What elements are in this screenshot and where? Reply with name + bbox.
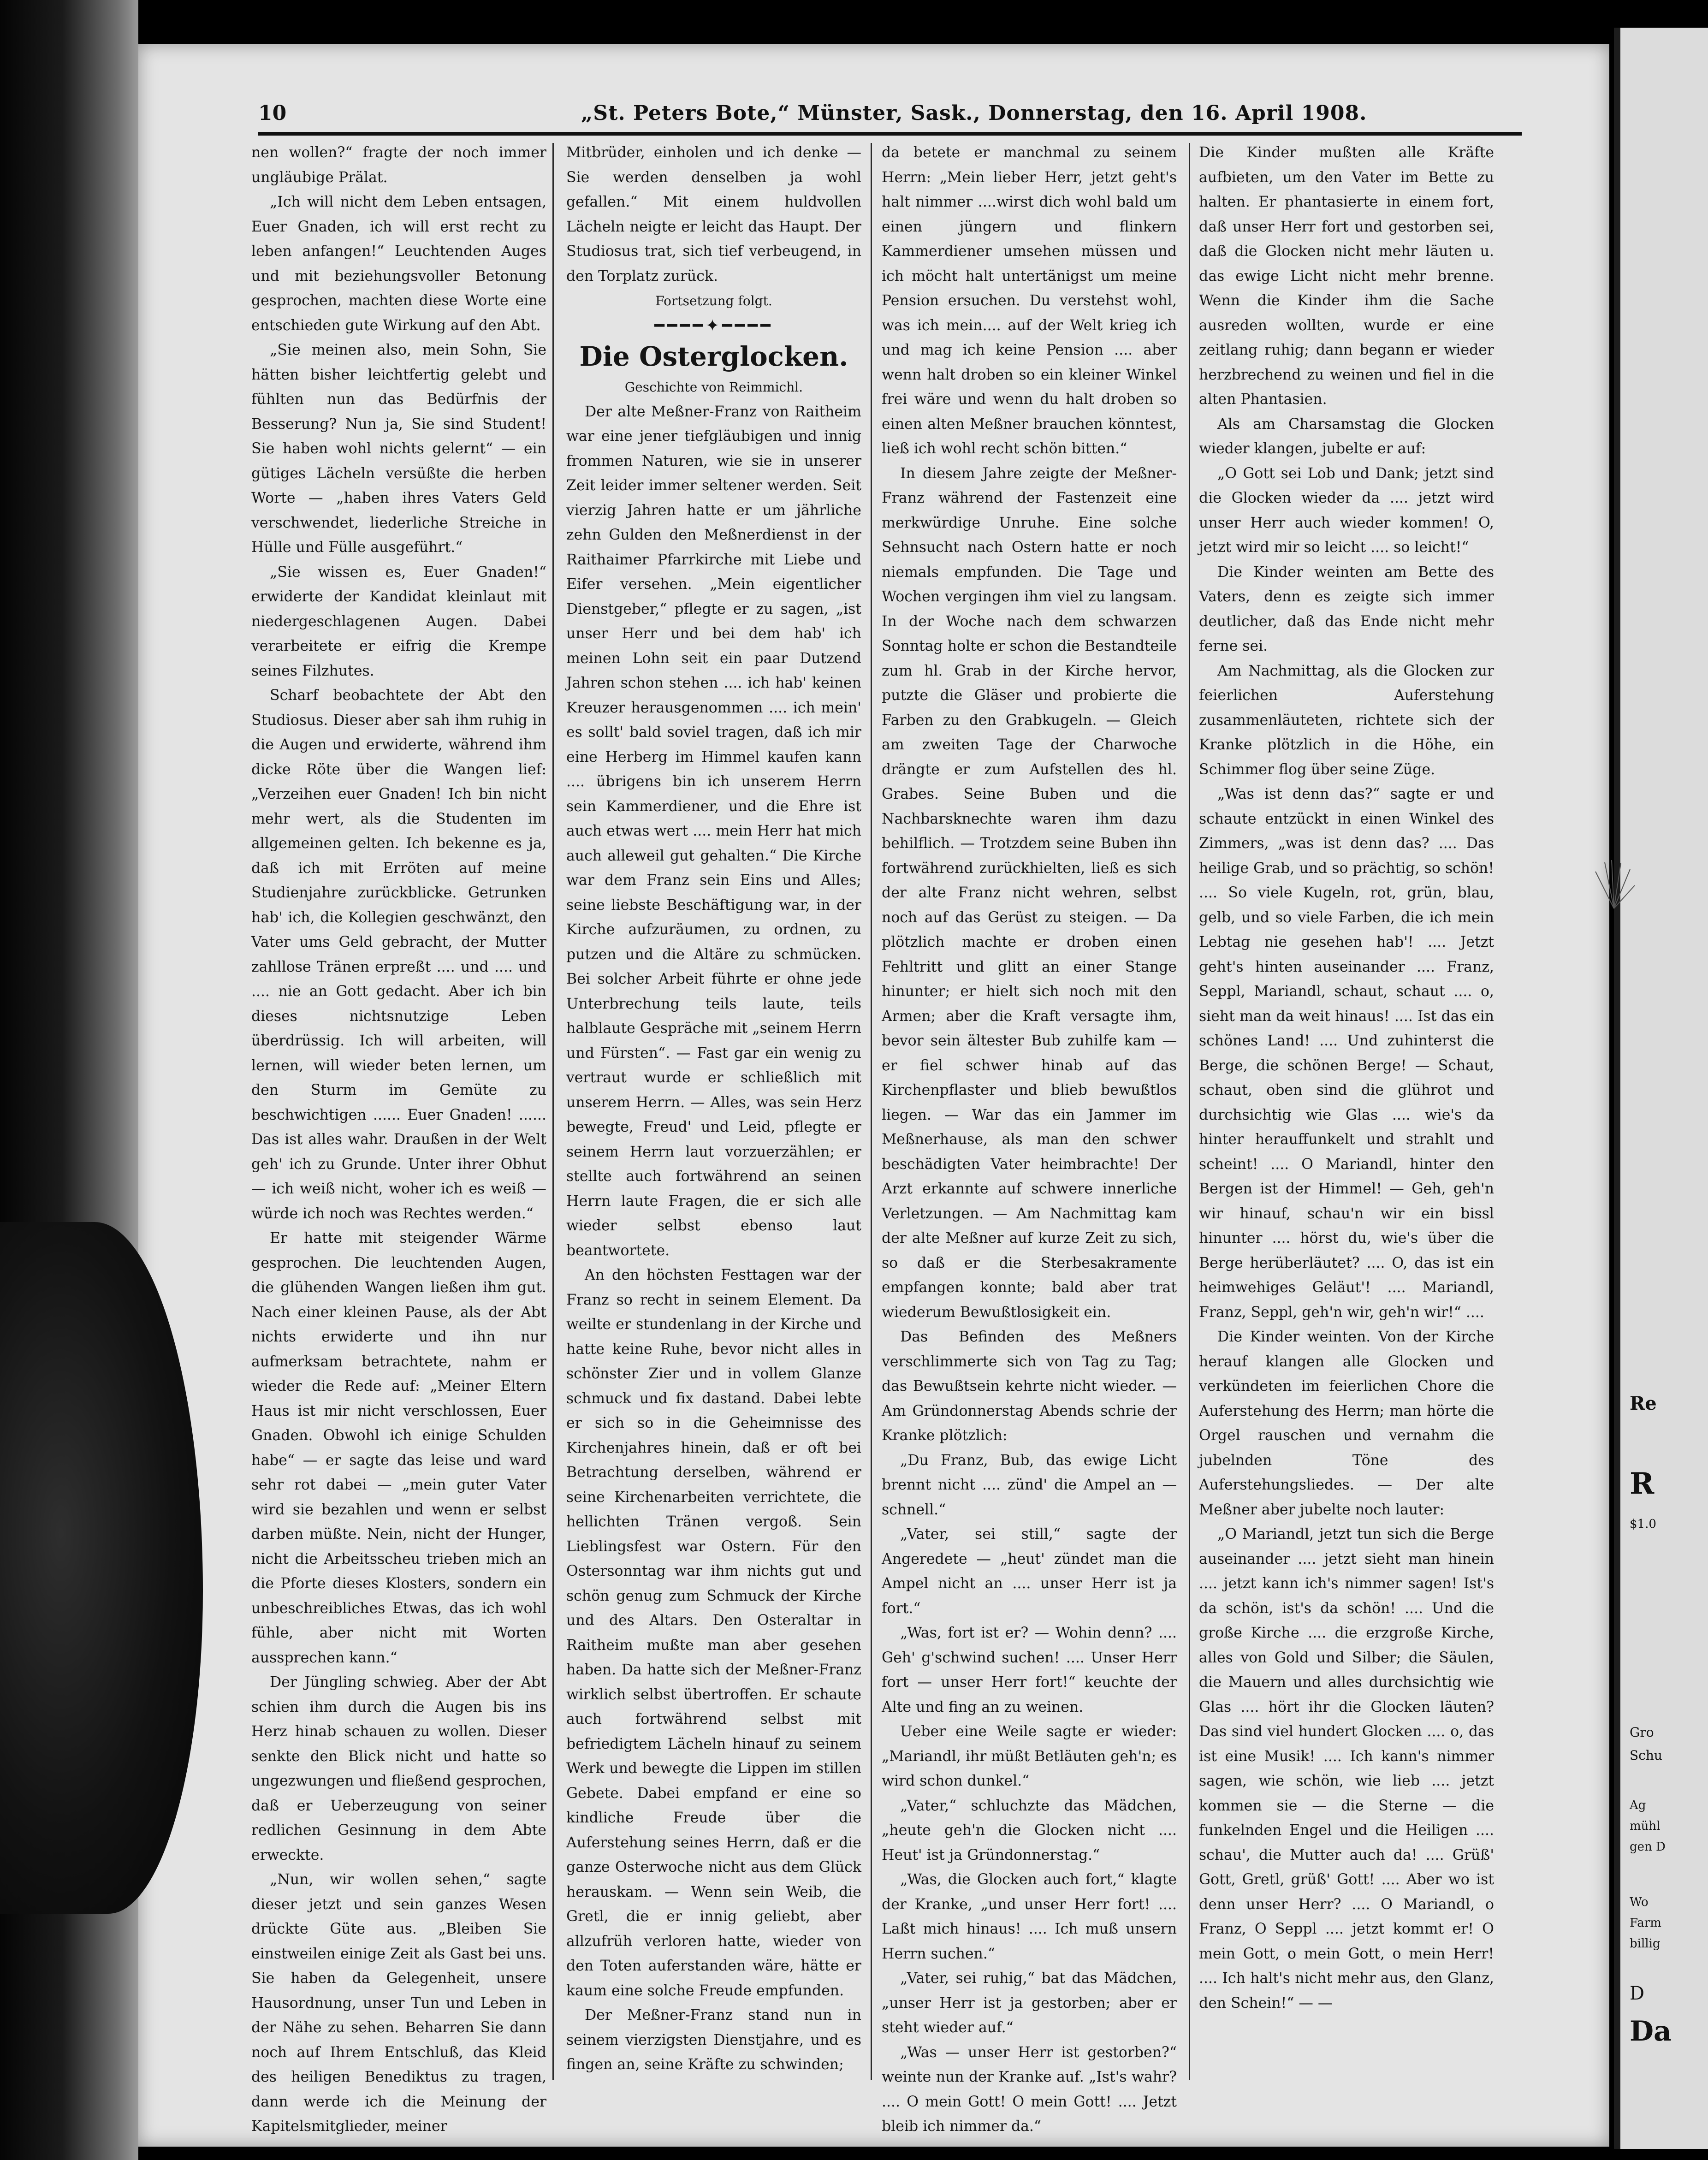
paragraph: Das Befinden des Meßners verschlimmerte sich von Tag zu Tag; das Bewußtsein kehrte nicht wieder. — Am Gründonnerstag Abends schrie der Kranke plötzlich: (882, 1329, 1177, 1444)
story-byline: Geschichte von Reimmichl. (624, 380, 803, 395)
paragraph: „Du Franz, Bub, das ewige Licht brennt nicht .... zünd' die Ampel an — schnell.“ (882, 1452, 1177, 1518)
adjacent-page-text: gen D (1630, 1840, 1666, 1854)
adjacent-page-text: $1.0 (1630, 1517, 1656, 1531)
header-rule (258, 132, 1522, 136)
text-column-4 (1199, 141, 1494, 2110)
adjacent-page-text: Re (1630, 1393, 1657, 1414)
adjacent-page-text: Wo (1630, 1895, 1649, 1909)
column-divider (1189, 143, 1190, 2080)
paragraph: An den höchsten Festtagen war der Franz so recht in seinem Element. Da weilte er stundenlang in der Kirche und hatte keine Ruhe, bevor nicht alles in schönster Zier und in vollem Glanze schmuck und fix dastand. Dabei lebte er sich so in die Geheimnisse des Kirchenjahres hinein, daß er oft bei Betrachtung derselben, während er seine Kirchenarbeiten verrichtete, die hellichten Tränen vergoß. Sein Lieblingsfest war Ostern. Für den Ostersonntag war ihm nichts gut und schön genug zum Schmuck der Kirche und des Altars. Den Osteraltar in Raitheim mußte man aber gesehen haben. Da hatte sich der Meßner-Franz wirklich selbst übertroffen. Er schaute auch fortwährend selbst mit befriedigtem Lächeln hinauf zu seinem Werk und bewegte die Lippen im stillen Gebete. Dabei empfand er eine so kindliche Freude über die Auferstehung seines Herrn, daß er die ganze Osterwoche nicht aus dem Glück herauskam. — Wenn sein Weib, die Gretl, die er innig geliebt, aber allzufrüh verloren hatte, wieder von den Toten auferstanden wäre, hätte er kaum eine solche Freude empfunden. (566, 1267, 861, 1999)
paragraph: „O Mariandl, jetzt tun sich die Berge auseinander .... jetzt sieht man hinein .... jetzt kann ich's nimmer sagen! Ist's da schön, ist's da schön! .... Und die große Kirche .... die erzgroße Kirche, alles von Gold und Silber; die Säulen, die Mauern und alles durchsichtig wie Glas .... hört ihr die Glocken läuten? Das sind viel hundert Glocken .... o, das ist eine Musik! .... Ich kann's nimmer sagen, wie schön, wie lieb .... jetzt kommen sie — die Sterne — die funkelnden Engel und die Heiligen .... schau', die Mutter auch da! .... Grüß' Gott, Gretl, grüß' Gott! .... Aber wo ist denn unser Herr? .... O Mariandl, o Franz, O Seppl .... jetzt kommt er! O mein Gott, o mein Gott, o mein Herr! .... Ich halt's nicht mehr aus, den Glanz, den Schein!“ — — (1199, 1526, 1494, 2012)
paragraph: nen wollen?“ fragte der noch immer ungläubige Prälat. (251, 144, 546, 186)
paragraph: „Was — unser Herr ist gestorben?“ weinte nun der Kranke auf. „Ist's wahr? .... O mein Gott! O mein Gott! .... Jetzt bleib ich nimmer da.“ (882, 2044, 1177, 2135)
ornament-divider: ━━━━✦━━━━ (654, 316, 773, 335)
paragraph: Mitbrüder, einholen und ich denke — Sie werden denselben ja wohl gefallen.“ Mit einem huldvollen Lächeln neigte er leicht das Haupt. Der Studiosus trat, sich tief verbeugend, in den Torplatz zurück. (566, 144, 861, 285)
adjacent-page-text: D (1630, 1983, 1645, 2004)
paragraph: „Vater, sei still,“ sagte der Angeredete — „heut' zündet man die Ampel nicht an .... unser Herr ist ja fort.“ (882, 1526, 1177, 1617)
adjacent-page-text: Schu (1630, 1748, 1662, 1763)
paragraph: Der Jüngling schwieg. Aber der Abt schien ihm durch die Augen bis ins Herz hinab schauen zu wollen. Dieser senkte den Blick nicht und hatte so ungezwungen und fließend gesprochen, daß er Ueberzeugung von seiner redlichen Gesinnung in dem Abte erweckte. (251, 1674, 546, 1863)
paragraph: Der Meßner-Franz stand nun in seinem vierzigsten Dienstjahre, und es fingen an, seine Kräfte zu schwinden; (566, 2007, 861, 2073)
paragraph: „Sie meinen also, mein Sohn, Sie hätten bisher leichtfertig gelebt und fühlten nun das Bedürfnis der Besserung? Nun ja, Sie sind Student! Sie haben wohl nichts gelernt“ — ein gütiges Lächeln versüßte die herben Worte — „haben ihres Vaters Geld verschwendet, liederliche Streiche in Hülle und Fülle ausgeführt.“ (251, 342, 546, 556)
paragraph: „Sie wissen es, Euer Gnaden!“ erwiderte der Kandidat kleinlaut mit niedergeschlagenen Augen. Dabei verarbeitete er eifrig die Krempe seines Filzhutes. (251, 564, 546, 679)
paragraph: Als am Charsamstag die Glocken wieder klangen, jubelte er auf: (1199, 415, 1494, 457)
newspaper-title-line: „St. Peters Bote,“ Münster, Sask., Donnerstag, den 16. April 1908. (581, 101, 1367, 125)
paragraph: da betete er manchmal zu seinem Herrn: „Mein lieber Herr, jetzt geht's halt nimmer ....wirst dich wohl bald um einen jüngern und flinkern Kammerdiener umsehen müssen und ich möcht halt untertänigst um meine Pension ersuchen. Du verstehst wohl, was ich mein.... auf der Welt krieg ich und mag ich keine Pension .... aber wenn halt droben so ein kleiner Winkel frei wäre und wenn du halt droben so einen alten Meßner brauchen könntest, ließ ich wohl recht schön bitten.“ (882, 144, 1177, 457)
paragraph: „Was ist denn das?“ sagte er und schaute entzückt in einen Winkel des Zimmers, „was ist denn das? .... Das heilige Grab, und so prächtig, so schön! .... So viele Kugeln, rot, grün, blau, gelb, und so viele Farben, die ich mein Lebtag nie gesehen hab'! .... Jetzt geht's hinten auseinander .... Franz, Seppl, Mariandl, schaut, schaut .... o, sieht man da weit hinaus! .... Ist das ein schönes Land! .... Und zuhinterst die Berge, die schönen Berge! — Schaut, schaut, oben sind die glührot und durchsichtig wie Glas .... wie's da hinter herauffunkelt und strahlt und scheint! .... O Mariandl, hinter den Bergen ist der Himmel! — Geh, geh'n wir hinauf, schau'n wir ein bissl hinunter .... hörst du, wie's über die Berge herüberläutet? .... O, das ist ein heimwehiges Geläut'! .... Mariandl, Franz, Seppl, geh'n wir, geh'n wir!“ .... (1199, 786, 1494, 1321)
adjacent-page-text: Farm (1630, 1916, 1661, 1930)
paragraph: Scharf beobachtete der Abt den Studiosus. Dieser aber sah ihm ruhig in die Augen und erwiderte, während ihm dicke Röte über die Wangen lief: „Verzeihen euer Gnaden! Ich bin nicht mehr wert, als die Studenten im allgemeinen gelten. Ich bekenne es ja, daß ich mit Erröten auf meine Studienjahre zurückblicke. Getrunken hab' ich, die Kollegien geschwänzt, den Vater ums Geld gebracht, der Mutter zahllose Tränen erpreßt .... und .... und .... nie an Gott gedacht. Aber ich bin dieses nichtsnutzige Leben überdrüssig. Ich will arbeiten, will lernen, will wieder beten lernen, um den Sturm im Gemüte zu beschwichtigen ...... Euer Gnaden! ...... Das ist alles wahr. Draußen in der Welt geh' ich zu Grunde. Unter ihrer Obhut — ich weiß nicht, woher ich es weiß — würde ich noch was Rechtes werden.“ (251, 687, 546, 1222)
page-number: 10 (258, 101, 287, 125)
paragraph: Am Nachmittag, als die Glocken zur feierlichen Auferstehung zusammenläuteten, richtete sich der Kranke plötzlich in die Höhe, ein Schimmer flog über seine Züge. (1199, 662, 1494, 778)
text-column-2 (566, 141, 861, 2110)
scan-debris-mark (1586, 858, 1642, 913)
adjacent-page-text: R (1630, 1466, 1655, 1501)
paragraph: Die Kinder weinten am Bette des Vaters, denn es zeigte sich immer deutlicher, daß das Ende nicht mehr ferne sei. (1199, 564, 1494, 654)
paragraph: Die Kinder mußten alle Kräfte aufbieten, um den Vater im Bette zu halten. Er phantasierte in einem fort, daß unser Herr fort und gestorben sei, daß die Glocken nicht mehr läuten u. das ewige Licht nicht mehr brenne. Wenn die Kinder ihm die Sache ausreden wollten, wurde er eine zeitlang ruhig; dann begann er wieder herzbrechend zu weinen und fiel in die alten Phantasien. (1199, 144, 1494, 408)
continued-note: Fortsetzung folgt. (655, 293, 772, 309)
adjacent-page-text: Ag (1630, 1798, 1646, 1812)
adjacent-page-edge (1614, 28, 1708, 2149)
paragraph: Ueber eine Weile sagte er wieder: „Mariandl, ihr müßt Betläuten geh'n; es wird schon dunkel.“ (882, 1723, 1177, 1789)
paragraph: Der alte Meßner-Franz von Raitheim war eine jener tiefgläubigen und innig frommen Naturen, wie sie in unserer Zeit leider immer seltener werden. Seit vierzig Jahren hatte er um jährliche zehn Gulden den Meßnerdienst in der Raithaimer Pfarrkirche mit Liebe und Eifer versehen. „Mein eigentlicher Dienstgeber,“ pflegte er zu sagen, „ist unser Herr und bei dem hab' ich meinen Lohn seit ein paar Dutzend Jahren schon stehen .... ich hab' keinen Kreuzer herausgenommen .... ich mein' es sollt' bald soviel tragen, daß ich mir eine Herberg im Himmel kaufen kann .... übrigens bin ich unserem Herrn sein Kammerdiener, und die Ehre ist auch etwas wert .... mein Herr hat mich auch alleweil gut gehalten.“ Die Kirche war dem Franz sein Eins und Alles; seine liebste Beschäftigung war, in der Kirche aufzuräumen, zu ordnen, zu putzen und die Altäre zu schmücken. Bei solcher Arbeit führte er ohne jede Unterbrechung teils laute, teils halblaute Gespräche mit „seinem Herrn und Fürsten“. — Fast gar ein wenig zu vertraut wurde er schließlich mit unserem Herrn. — Alles, was sein Herz bewegte, Freud' und Leid, pflegte er seinem Herrn laut vorzuerzählen; er stellte auch fortwährend an seinen Herrn laute Fragen, die er sich alle wieder selbst ebenso laut beantwortete. (566, 403, 861, 1259)
text-column-3 (882, 141, 1177, 2135)
paragraph: „O Gott sei Lob und Dank; jetzt sind die Glocken wieder da .... jetzt wird unser Herr auch wieder kommen! O, jetzt wird mir so leicht .... so leicht!“ (1199, 465, 1494, 556)
paragraph: „Vater, sei ruhig,“ bat das Mädchen, „unser Herr ist ja gestorben; aber er steht wieder auf.“ (882, 1970, 1177, 2036)
adjacent-page-text: Gro (1630, 1725, 1654, 1740)
adjacent-page-text: Da (1630, 2015, 1672, 2047)
column-divider (552, 143, 554, 2080)
paragraph: Er hatte mit steigender Wärme gesprochen. Die leuchtenden Augen, die glühenden Wangen ließen ihm gut. Nach einer kleinen Pause, als der Abt nichts erwiderte und ihn nur aufmerksam betrachtete, nahm er wieder die Rede auf: „Meiner Eltern Haus ist mir nicht verschlossen, Euer Gnaden. Obwohl ich einige Schulden habe“ — er sagte das leise und ward sehr rot dabei — „mein guter Vater wird sie bezahlen und wenn er selbst darben müßte. Nein, nicht der Hunger, nicht die Arbeitsscheu trieben mich an die Pforte dieses Klosters, sondern ein unbeschreibliches Etwas, das ich wohl fühle, aber nicht mit Worten aussprechen kann.“ (251, 1230, 546, 1666)
paragraph: „Was, fort ist er? — Wohin denn? .... Geh' g'schwind suchen! .... Unser Herr fort — unser Herr fort!“ keuchte der Alte und fing an zu weinen. (882, 1625, 1177, 1715)
adjacent-page-text: mühl (1630, 1819, 1661, 1833)
adjacent-page-text: billig (1630, 1937, 1661, 1951)
paragraph: In diesem Jahre zeigte der Meßner-Franz während der Fastenzeit eine merkwürdige Unruhe. Eine solche Sehnsucht nach Ostern hatte er noch niemals empfunden. Die Tage und Wochen vergingen ihm viel zu langsam. In der Woche nach dem schwarzen Sonntag holte er schon die Bestandteile zum hl. Grab in der Kirche hervor, putzte die Gläser und probierte die Farben zu den Grabkugeln. — Gleich am zweiten Tage der Charwoche drängte er zum Aufstellen des hl. Grabes. Seine Buben und die Nachbarsknechte waren ihm dazu behilflich. — Trotzdem seine Buben ihn fortwährend zurückhielten, ließ es sich der alte Franz nicht wehren, selbst noch auf das Gerüst zu steigen. — Da plötzlich machte er droben einen Fehltritt und glitt an einer Stange hinunter; er hielt sich noch mit den Armen; aber die Kraft versagte ihm, bevor sein ältester Bub zuhilfe kam — er fiel schwer hinab auf das Kirchenpflaster und blieb bewußtlos liegen. — War das ein Jammer im Meßnerhause, als man den schwer beschädigten Vater heimbrachte! Der Arzt erkannte auf schwere innerliche Verletzungen. — Am Nachmittag kam der alte Meßner auf kurze Zeit zu sich, so daß er die Sterbesakramente empfangen konnte; bald aber trat wiederum Bewußtlosigkeit ein. (882, 465, 1177, 1321)
paragraph: „Ich will nicht dem Leben entsagen, Euer Gnaden, ich will erst recht zu leben anfangen!“ Leuchtenden Auges und mit beziehungsvoller Betonung gesprochen, machten diese Worte eine entschieden gute Wirkung auf den Abt. (251, 194, 546, 334)
paragraph: „Nun, wir wollen sehen,“ sagte dieser jetzt und sein ganzes Wesen drückte Güte aus. „Bleiben Sie einstweilen einige Zeit als Gast bei uns. Sie haben da Gelegenheit, unsere Hausordnung, unser Tun und Leben in der Nähe zu sehen. Beharren Sie dann noch auf Ihrem Entschluß, das Kleid des heiligen Benediktus zu tragen, dann werde ich die Meinung der Kapitelsmitglieder, meiner (251, 1871, 546, 2135)
paragraph: „Vater,“ schluchzte das Mädchen, „heute geh'n die Glocken nicht .... Heut' ist ja Gründonnerstag.“ (882, 1797, 1177, 1863)
paragraph: „Was, die Glocken auch fort,“ klagte der Kranke, „und unser Herr fort! .... Laßt mich hinaus! .... Ich muß unsern Herrn suchen.“ (882, 1871, 1177, 1962)
story-title: Die Osterglocken. (579, 341, 848, 372)
text-column-1 (251, 141, 546, 2135)
column-divider (871, 143, 872, 2080)
paragraph: Die Kinder weinten. Von der Kirche herauf klangen alle Glocken und verkündeten im feierlichen Chore die Auferstehung des Herrn; man hörte die Orgel rauschen und vernahm die jubelnden Töne des Auferstehungsliedes. — Der alte Meßner aber jubelte noch lauter: (1199, 1329, 1494, 1518)
page-header (258, 97, 1512, 129)
